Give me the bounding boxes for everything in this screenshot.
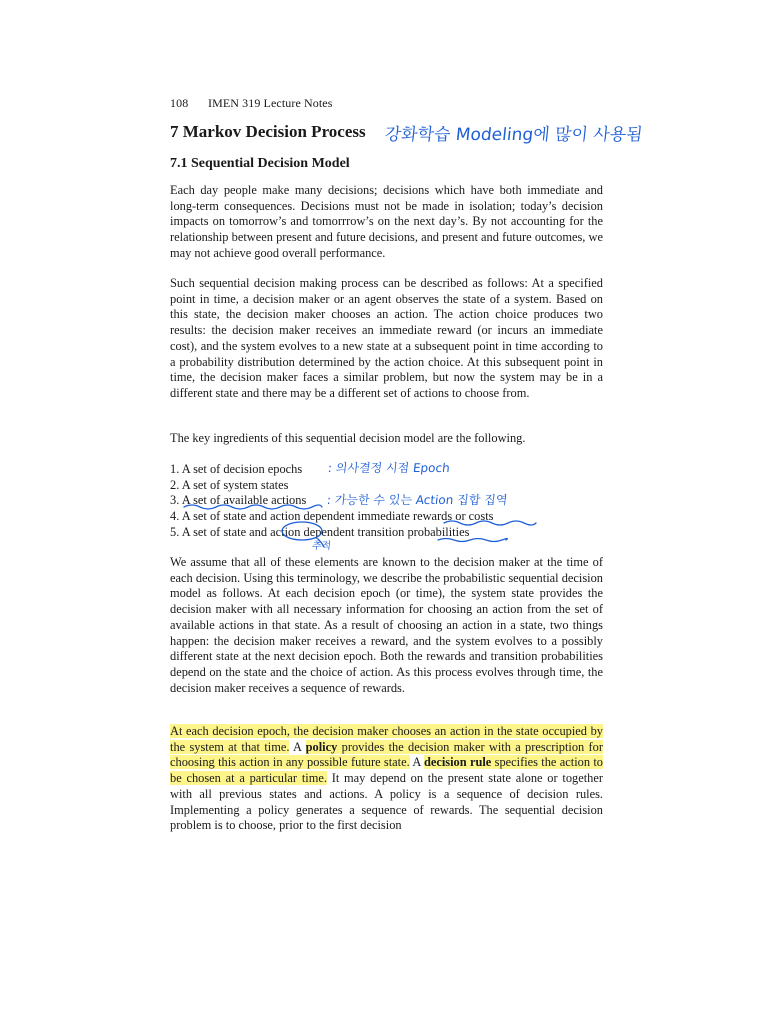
paragraph-assumptions: We assume that all of these elements are known to the decision maker at the time of each decision. Using this terminology, we describe the probabilistic sequential decision model as follows. At each decision epoch (or time), the system state provides the decision maker with all necessary information for choosing an action from the set of available actions in that state. As a result of choosing an action in a state, two things happen: the decision maker receives a reward, and the system evolves to a possibly different state at the next decision epoch. Both the rewards and transition probabilities depend on the state and the choice of action. As this process evolves through time, the decision maker receives a sequence of rewards. bbox=[170, 555, 603, 695]
list-item: 5. A set of state and action dependent transition probabilities bbox=[170, 524, 470, 539]
handwritten-epochs-note: : 의사결정 시점 Epoch bbox=[327, 461, 451, 475]
page-number: 108 bbox=[170, 96, 189, 110]
paragraph-policy: At each decision epoch, the decision maker chooses an action in the state occupied by the system at that time. A policy provides the decision maker with a prescription for choosing this action in any possible future state. A decision rule specifies the action to be chosen at a particular time. It may depend on the present state alone or together with all previous states and actions. A policy is a sequence of decision rules. Implementing a policy generates a sequence of rewards. The sequential decision problem is to choose, prior to the first decision bbox=[170, 724, 603, 833]
paragraph-process: Such sequential decision making process can be described as follows: At a specified point in time, a decision maker or an agent observes the state of a system. Based on this state, the decision maker chooses an action. The action choice produces two results: the decision maker receives an immediate reward (or incurs an immediate cost), and the system evolves to a new state at a subsequent point in time according to a probability distribution determined by the action choice. At this subsequent point in time, the decision maker faces a similar problem, but now the system may be in a different state and there may be a different set of actions to choose from. bbox=[170, 276, 603, 400]
section-title: 7.1 Sequential Decision Model bbox=[170, 156, 350, 171]
chapter-title: 7 Markov Decision Process bbox=[170, 122, 366, 141]
list-item: 4. A set of state and action dependent immediate rewards or costs bbox=[170, 509, 494, 524]
paragraph-ingredients-intro: The key ingredients of this sequential decision model are the following. bbox=[170, 431, 526, 445]
highlighted-text: At each decision epoch, the decision maker chooses an action in the state occupied by the system at that time. bbox=[170, 724, 603, 754]
term-decision-rule: decision rule specifies the action to be chosen at a particular time. bbox=[170, 755, 603, 786]
course-title: IMEN 319 Lecture Notes bbox=[208, 96, 333, 110]
underlined-phrase: rewards or costs bbox=[412, 509, 494, 524]
handwritten-action-note: 추적 bbox=[311, 541, 332, 552]
list-item: 2. A set of system states bbox=[170, 477, 289, 492]
handwritten-title-note: 강화학습 Modeling에 많이 사용됨 bbox=[383, 125, 644, 145]
paragraph-intro: Each day people make many decisions; decisions which have both immediate and long-term consequences. Decisions must not be made in isolation; today’s decision impacts on tomorrow’s and tomorrrow’s on the next day’s. By not accounting for the relationship between present and future decisions, and present and future outcomes, we may not achieve good overall performance. bbox=[170, 183, 603, 260]
handwritten-actions-note: : 가능한 수 있는 Action 집합 집역 bbox=[326, 493, 509, 507]
term-policy: policy provides the decision maker with a prescription for choosing this action in any possible future state. bbox=[170, 739, 603, 770]
list-item: 3. A set of available actions bbox=[170, 493, 307, 508]
running-head bbox=[170, 96, 333, 111]
list-item: 1. A set of decision epochs bbox=[170, 462, 303, 476]
circled-word: action bbox=[270, 524, 301, 539]
